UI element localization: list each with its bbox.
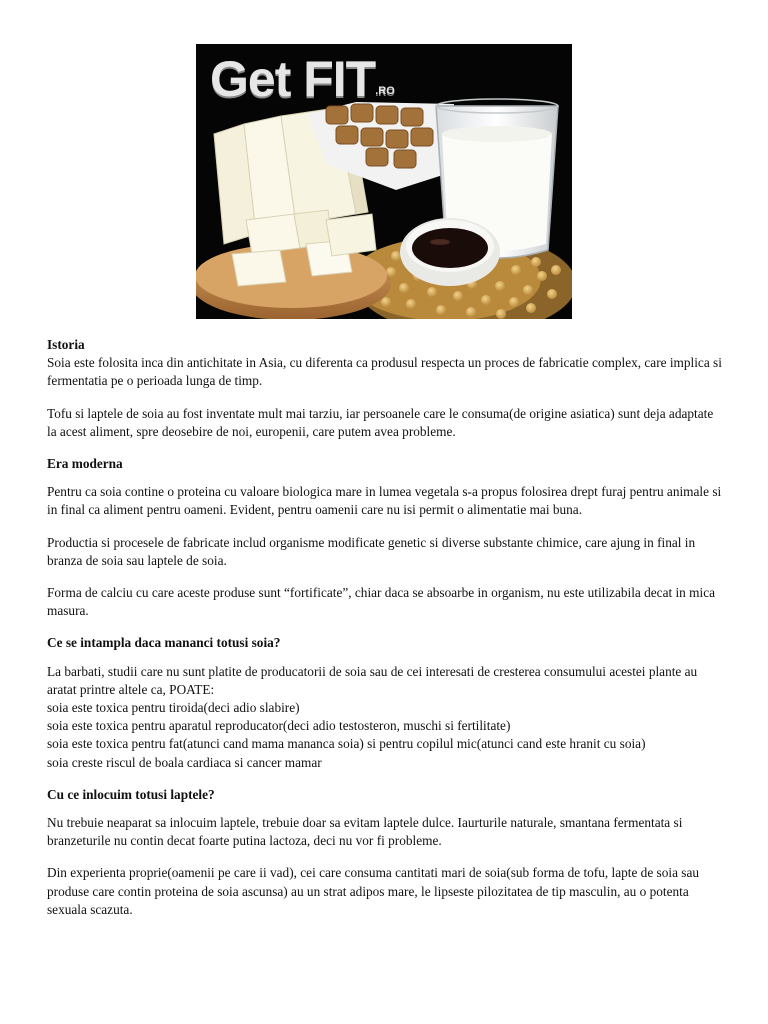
paragraph-cu-1: Nu trebuie neaparat sa inlocuim laptele, trebuie doar sa evitam laptele dulce. Iaurturile naturale, smantana fermentata si branzeturile nu contin decat foarte putina lactoza, deci nu vor fi probleme. [47, 815, 683, 849]
paragraph-istoria-1: Soia este folosita inca din antichitate in Asia, cu diferenta ca produsul respecta un proces de fabricatie complex, care implica si fermentatia pe o perioada lunga de timp. [47, 355, 722, 389]
paragraph-era-1: Pentru ca soia contine o proteina cu valoare biologica mare in lumea vegetala s-a propus folosirea drept furaj pentru animale si in final ca aliment pentru oameni. Evident, pentru oamenii care nu isi permit o alimentatie mai buna. [47, 484, 722, 518]
paragraph-era-3: Forma de calciu cu care aceste produse sunt “fortificate”, chiar daca se absoarbe in organism, nu este utilizabila decat in mica masura. [47, 585, 715, 619]
paragraph-istoria-2: Tofu si laptele de soia au fost inventate mult mai tarziu, iar persoanele care le consuma(de origine asiatica) sunt deja adaptate la acest aliment, spre deosebire de noi, europenii, care putem avea probleme. [47, 405, 714, 439]
logo-main-text: Get FIT [210, 51, 376, 107]
paragraph-era-2: Productia si procesele de fabricate includ organisme modificate genetic si diverse substante chimice, care ajung in final in branza de soia sau laptele de soia. [47, 534, 696, 568]
logo-suffix-text: .RO [375, 85, 395, 97]
list-item: soia este toxica pentru fat(atunci cand mama mananca soia) si pentru copilul mic(atunci cand este hranit cu soia) [47, 736, 646, 752]
site-logo [210, 50, 395, 108]
heading-ce-se-intampla: Ce se intampla daca mananci totusi soia? [47, 635, 281, 651]
list-item: soia este toxica pentru tiroida(deci adio slabire) [47, 700, 300, 716]
heading-cu-ce-inlocuim: Cu ce inlocuim totusi laptele? [47, 786, 215, 802]
list-item: soia creste riscul de boala cardiaca si cancer mamar [47, 754, 322, 770]
paragraph-ce-list [47, 663, 723, 772]
paragraph-ce-intro: La barbati, studii care nu sunt platite de producatorii de soia sau de cei interesati de cresterea consumului acestei plante au aratat printre altele ca, POATE: [47, 663, 698, 697]
banner-image [196, 44, 572, 319]
heading-era-moderna: Era moderna [47, 456, 123, 472]
paragraph-cu-2: Din experienta proprie(oamenii pe care ii vad), cei care consuma cantitati mari de soia(sub forma de tofu, lapte de soia sau produse care contin proteina de soia ascunsa) au un strat adipos mare, le lipseste pilozitatea de tip masculin, au o potenta sexuala scazuta. [47, 865, 700, 917]
article-body [47, 336, 723, 933]
list-item: soia este toxica pentru aparatul reproducator(deci adio testosteron, muschi si fertilitate) [47, 718, 511, 734]
heading-istoria: Istoria [47, 337, 85, 352]
